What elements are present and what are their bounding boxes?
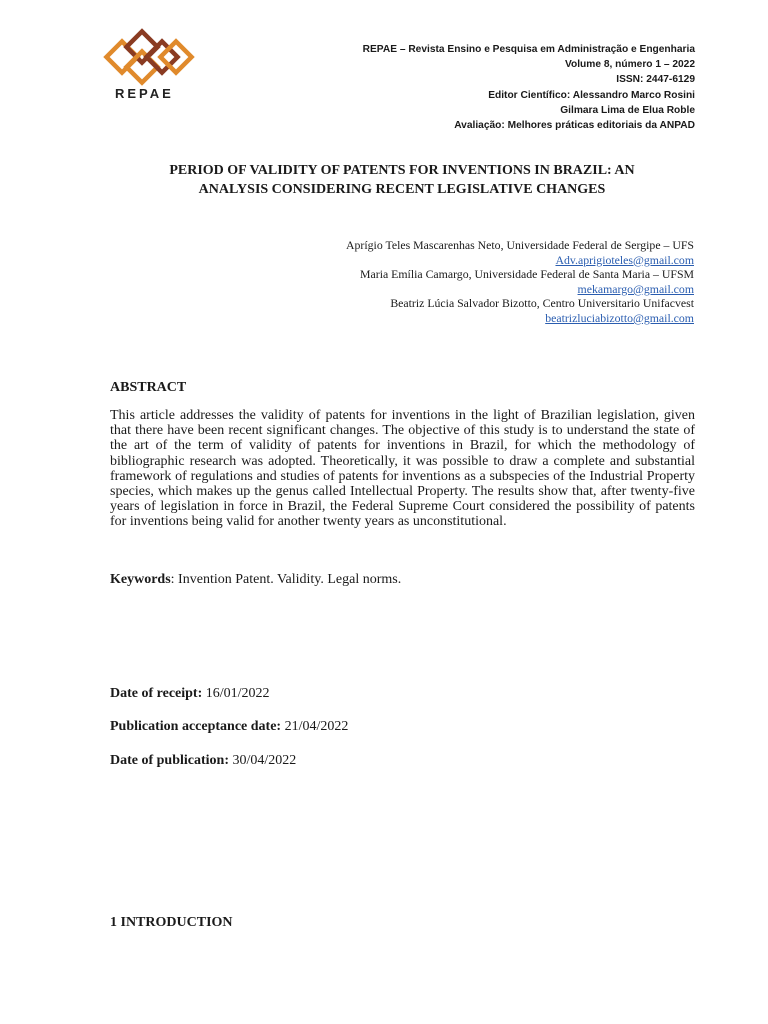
author-email-link[interactable]: Adv.aprigioteles@gmail.com xyxy=(555,252,694,267)
paper-title-line-2: ANALYSIS CONSIDERING RECENT LEGISLATIVE CHANGES xyxy=(198,182,606,197)
author-affiliation: Beatriz Lúcia Salvador Bizotto, Centro Universitario Unifacvest xyxy=(390,296,694,311)
repae-logo xyxy=(103,28,195,88)
paper-title xyxy=(110,161,694,199)
author-affiliation: Maria Emília Camargo, Universidade Federal de Santa Maria – UFSM xyxy=(360,267,694,282)
acceptance-value: 21/04/2022 xyxy=(281,719,349,734)
author-email-link[interactable]: mekamargo@gmail.com xyxy=(577,281,694,296)
receipt-value: 16/01/2022 xyxy=(202,686,270,701)
introduction-heading: 1 INTRODUCTION xyxy=(110,915,233,930)
journal-issn: ISSN: 2447-6129 xyxy=(616,74,695,86)
journal-volume: Volume 8, número 1 – 2022 xyxy=(564,59,695,71)
acceptance-date xyxy=(110,719,348,735)
abstract-heading: ABSTRACT xyxy=(110,380,187,395)
date-of-publication xyxy=(110,753,296,769)
keywords-label: Keywords xyxy=(110,572,171,587)
logo-diamonds-icon xyxy=(103,28,195,88)
receipt-label: Date of receipt: xyxy=(110,686,203,701)
author-email-link[interactable]: beatrizluciabizotto@gmail.com xyxy=(545,310,694,325)
journal-info xyxy=(235,42,695,133)
date-of-receipt xyxy=(110,686,270,702)
author-list xyxy=(134,238,694,326)
abstract-text: This article addresses the validity of patents for inventions in the light of Brazilian legislation, given that there have been recent significant changes. The objective of this study is to understand the state of the art of the term of validity of patents for inventions in Brazil, for which the methodology of bibliographic research was adopted. Theoretically, it was possible to draw a complete and substantial framework of regulations and studies of patents for inventions as a subspecies of the Industrial Property species, which makes up the genus called Intellectual Property. The results show that, after twenty-five years of legislation in force in Brazil, the Federal Supreme Court considered the possibility of patents for inventions being valid for another twenty years as unconstitutional. xyxy=(110,408,695,530)
keywords-line xyxy=(110,572,695,588)
acceptance-label: Publication acceptance date: xyxy=(110,719,282,734)
keywords-value: : Invention Patent. Validity. Legal norms. xyxy=(170,572,402,587)
paper-title-line-1: PERIOD OF VALIDITY OF PATENTS FOR INVENTIONS IN BRAZIL: AN xyxy=(169,163,635,178)
publication-label: Date of publication: xyxy=(110,753,229,768)
author-affiliation: Aprígio Teles Mascarenhas Neto, Universidade Federal de Sergipe – UFS xyxy=(346,238,694,252)
journal-coeditor: Gilmara Lima de Elua Roble xyxy=(560,104,695,116)
logo-text: REPAE xyxy=(115,86,174,101)
journal-name: REPAE – Revista Ensino e Pesquisa em Administração e Engenharia xyxy=(362,44,695,55)
journal-editor: Editor Científico: Alessandro Marco Rosini xyxy=(488,89,695,101)
journal-evaluation: Avaliação: Melhores práticas editoriais da ANPAD xyxy=(454,120,695,132)
publication-value: 30/04/2022 xyxy=(229,753,297,768)
